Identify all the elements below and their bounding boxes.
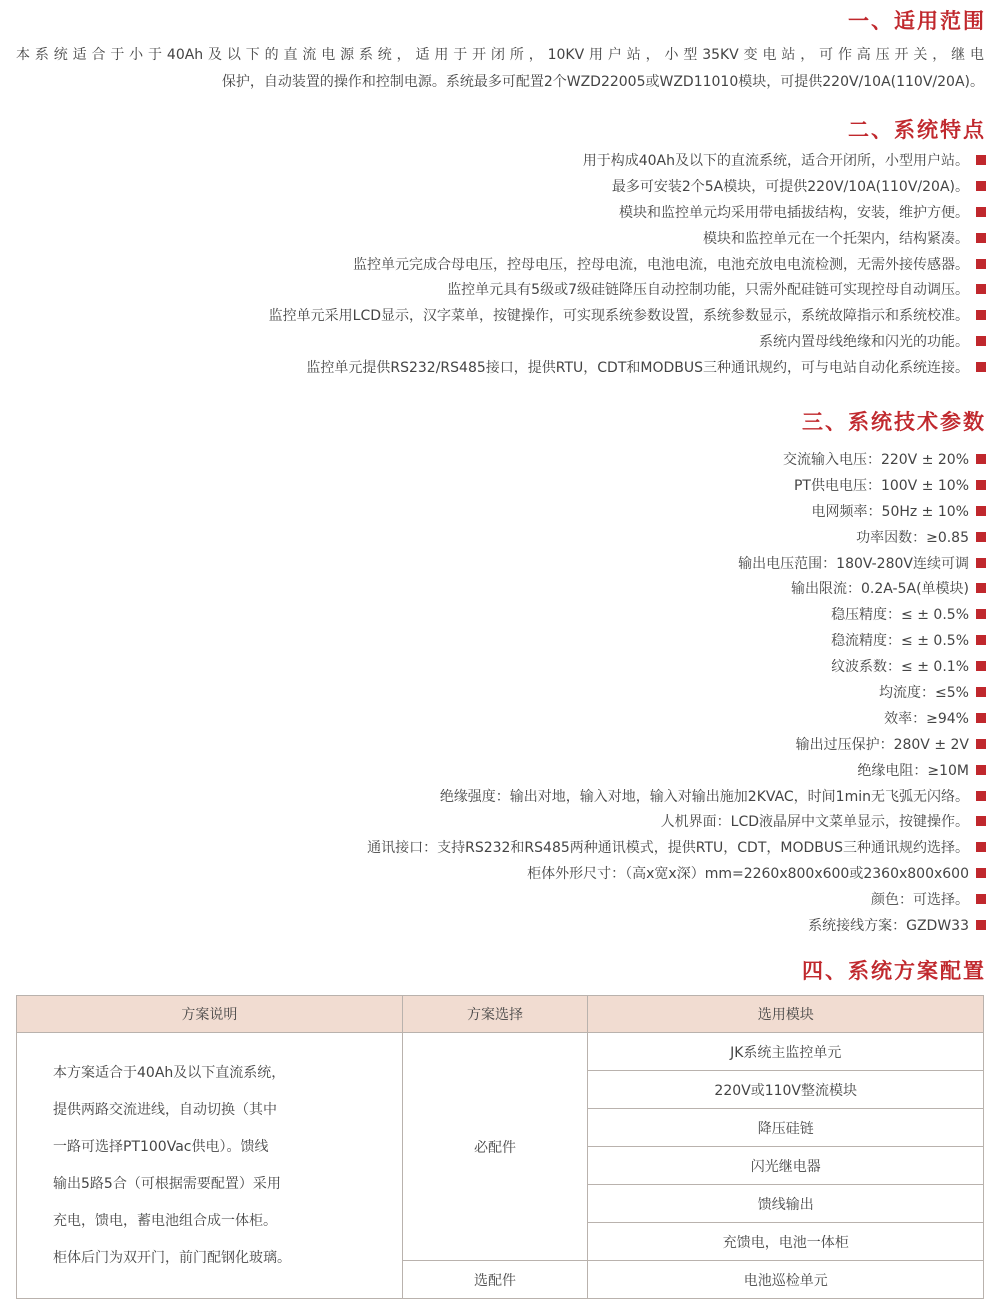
- param-item: [367, 886, 986, 912]
- bullet-icon: [976, 454, 986, 464]
- bullet-icon: [976, 558, 986, 568]
- scheme-description: [17, 1033, 403, 1299]
- list-item: [269, 199, 986, 225]
- param-text: PT供电电压：100V ± 10%: [793, 477, 969, 494]
- bullet-icon: [976, 765, 986, 775]
- bullet-icon: [976, 362, 986, 372]
- param-text: 交流输入电压：220V ± 20%: [782, 451, 969, 468]
- module-cell: 电池巡检单元: [588, 1261, 984, 1299]
- list-item: [269, 147, 986, 173]
- description-line: 柜体后门为双开门，前门配钢化玻璃。: [53, 1249, 291, 1266]
- bullet-icon: [976, 336, 986, 346]
- module-cell: 闪光继电器: [588, 1147, 984, 1185]
- param-text: 纹波系数：≤ ± 0.1%: [831, 659, 969, 676]
- param-text: 绝缘强度：输出对地，输入对地，输入对输出施加2KVAC，时间1min无飞弧无闪络。: [439, 788, 969, 805]
- bullet-icon: [976, 609, 986, 619]
- bullet-icon: [976, 310, 986, 320]
- required-label: 必配件: [402, 1033, 588, 1261]
- bullet-icon: [976, 532, 986, 542]
- bullet-icon: [976, 868, 986, 878]
- param-item: [367, 731, 986, 757]
- header-desc: 方案说明: [17, 996, 403, 1033]
- list-item: [269, 173, 986, 199]
- table-row: [17, 1033, 984, 1071]
- bullet-icon: [976, 284, 986, 294]
- param-item: [367, 498, 986, 524]
- scope-paragraph: [16, 42, 984, 96]
- param-text: 人机界面：LCD液晶屏中文菜单显示，按键操作。: [660, 814, 969, 831]
- list-item: [269, 251, 986, 277]
- bullet-icon: [976, 920, 986, 930]
- param-text: 效率：≥94%: [884, 710, 969, 727]
- header-module: 选用模块: [588, 996, 984, 1033]
- param-text: 柜体外形尺寸：（高x宽x深）mm=2260x800x600或2360x800x600: [527, 866, 969, 883]
- list-item-text: 最多可安装2个5A模块，可提供220V/10A(110V/20A)。: [611, 178, 969, 195]
- description-line: 提供两路交流进线，自动切换（其中: [53, 1101, 277, 1118]
- list-item-text: 系统内置母线绝缘和闪光的功能。: [759, 334, 969, 351]
- bullet-icon: [976, 791, 986, 801]
- module-cell: JK系统主监控单元: [588, 1033, 984, 1071]
- param-text: 功率因数：≥0.85: [856, 529, 969, 546]
- param-item: [367, 783, 986, 809]
- bullet-icon: [976, 739, 986, 749]
- param-item: [367, 808, 986, 834]
- bullet-icon: [976, 713, 986, 723]
- param-item: [367, 550, 986, 576]
- list-item-text: 用于构成40Ah及以下的直流系统，适合开闭所，小型用户站。: [582, 152, 969, 169]
- section-title-scope: 一、适用范围: [848, 9, 986, 33]
- list-item-text: 监控单元提供RS232/RS485接口，提供RTU，CDT和MODBUS三种通讯规约，可与电站自动化系统连接。: [306, 360, 969, 377]
- bullet-icon: [976, 155, 986, 165]
- param-item: [367, 472, 986, 498]
- table-header-row: [17, 996, 984, 1033]
- param-item: [367, 834, 986, 860]
- bullet-icon: [976, 480, 986, 490]
- bullet-icon: [976, 816, 986, 826]
- param-item: [367, 912, 986, 938]
- description-line: 输出5路5合（可根据需要配置）采用: [53, 1175, 281, 1192]
- list-item-text: 监控单元采用LCD显示，汉字菜单，按键操作，可实现系统参数设置，系统参数显示，系统故障指示和系统校准。: [268, 308, 969, 325]
- param-item: [367, 860, 986, 886]
- module-cell: 馈线输出: [588, 1185, 984, 1223]
- params-list: [367, 446, 986, 938]
- scope-line: 本系统适合于小于40Ah及以下的直流电源系统，适用于开闭所，10KV用户站，小型35KV变电站，可作高压开关，继电: [16, 47, 984, 63]
- section-title-config: 四、系统方案配置: [802, 959, 986, 983]
- list-item: [269, 225, 986, 251]
- module-cell: 充馈电，电池一体柜: [588, 1223, 984, 1261]
- list-item-text: 模块和监控单元在一个托架内，结构紧凑。: [703, 230, 969, 247]
- param-text: 绝缘电阻：≥10M: [857, 762, 969, 779]
- param-item: [367, 627, 986, 653]
- bullet-icon: [976, 894, 986, 904]
- param-text: 电网频率：50Hz ± 10%: [811, 503, 969, 520]
- param-text: 稳压精度：≤ ± 0.5%: [831, 607, 969, 624]
- scope-line: 保护，自动装置的操作和控制电源。系统最多可配置2个WZD22005或WZD11010模块，可提供220V/10A(110V/20A)。: [221, 74, 984, 90]
- param-item: [367, 601, 986, 627]
- param-item: [367, 446, 986, 472]
- features-list: [269, 147, 986, 380]
- param-item: [367, 757, 986, 783]
- list-item: [269, 354, 986, 380]
- param-text: 稳流精度：≤ ± 0.5%: [831, 633, 969, 650]
- bullet-icon: [976, 207, 986, 217]
- param-text: 系统接线方案：GZDW33: [808, 917, 969, 934]
- param-item: [367, 575, 986, 601]
- bullet-icon: [976, 259, 986, 269]
- section-title-features: 二、系统特点: [848, 118, 986, 142]
- param-item: [367, 653, 986, 679]
- param-text: 输出过压保护：280V ± 2V: [795, 736, 969, 753]
- param-text: 颜色：可选择。: [871, 892, 969, 909]
- bullet-icon: [976, 506, 986, 516]
- param-item: [367, 524, 986, 550]
- bullet-icon: [976, 687, 986, 697]
- list-item: [269, 302, 986, 328]
- optional-label: 选配件: [402, 1261, 588, 1299]
- bullet-icon: [976, 842, 986, 852]
- section-title-params: 三、系统技术参数: [802, 410, 986, 434]
- module-cell: 降压硅链: [588, 1109, 984, 1147]
- param-text: 输出电压范围：180V-280V连续可调: [738, 555, 969, 572]
- param-text: 输出限流：0.2A-5A(单模块): [791, 581, 969, 598]
- list-item: [269, 276, 986, 302]
- config-table: [16, 995, 984, 1299]
- bullet-icon: [976, 583, 986, 593]
- list-item-text: 监控单元具有5级或7级硅链降压自动控制功能，只需外配硅链可实现控母自动调压。: [447, 282, 969, 299]
- bullet-icon: [976, 661, 986, 671]
- description-line: 充电，馈电，蓄电池组合成一体柜。: [53, 1212, 277, 1229]
- param-text: 均流度：≤5%: [879, 684, 969, 701]
- header-choice: 方案选择: [402, 996, 588, 1033]
- bullet-icon: [976, 635, 986, 645]
- bullet-icon: [976, 181, 986, 191]
- list-item-text: 模块和监控单元均采用带电插拔结构，安装，维护方便。: [619, 204, 969, 221]
- description-line: 本方案适合于40Ah及以下直流系统，: [53, 1064, 286, 1081]
- list-item: [269, 328, 986, 354]
- list-item-text: 监控单元完成合母电压，控母电压，控母电流，电池电流，电池充放电电流检测，无需外接传感器。: [353, 256, 969, 273]
- description-line: 一路可选择PT100Vac供电）。馈线: [53, 1138, 269, 1155]
- param-item: [367, 705, 986, 731]
- module-cell: 220V或110V整流模块: [588, 1071, 984, 1109]
- bullet-icon: [976, 233, 986, 243]
- param-item: [367, 679, 986, 705]
- param-text: 通讯接口：支持RS232和RS485两种通讯模式，提供RTU，CDT，MODBUS三种通讯规约选择。: [367, 840, 969, 857]
